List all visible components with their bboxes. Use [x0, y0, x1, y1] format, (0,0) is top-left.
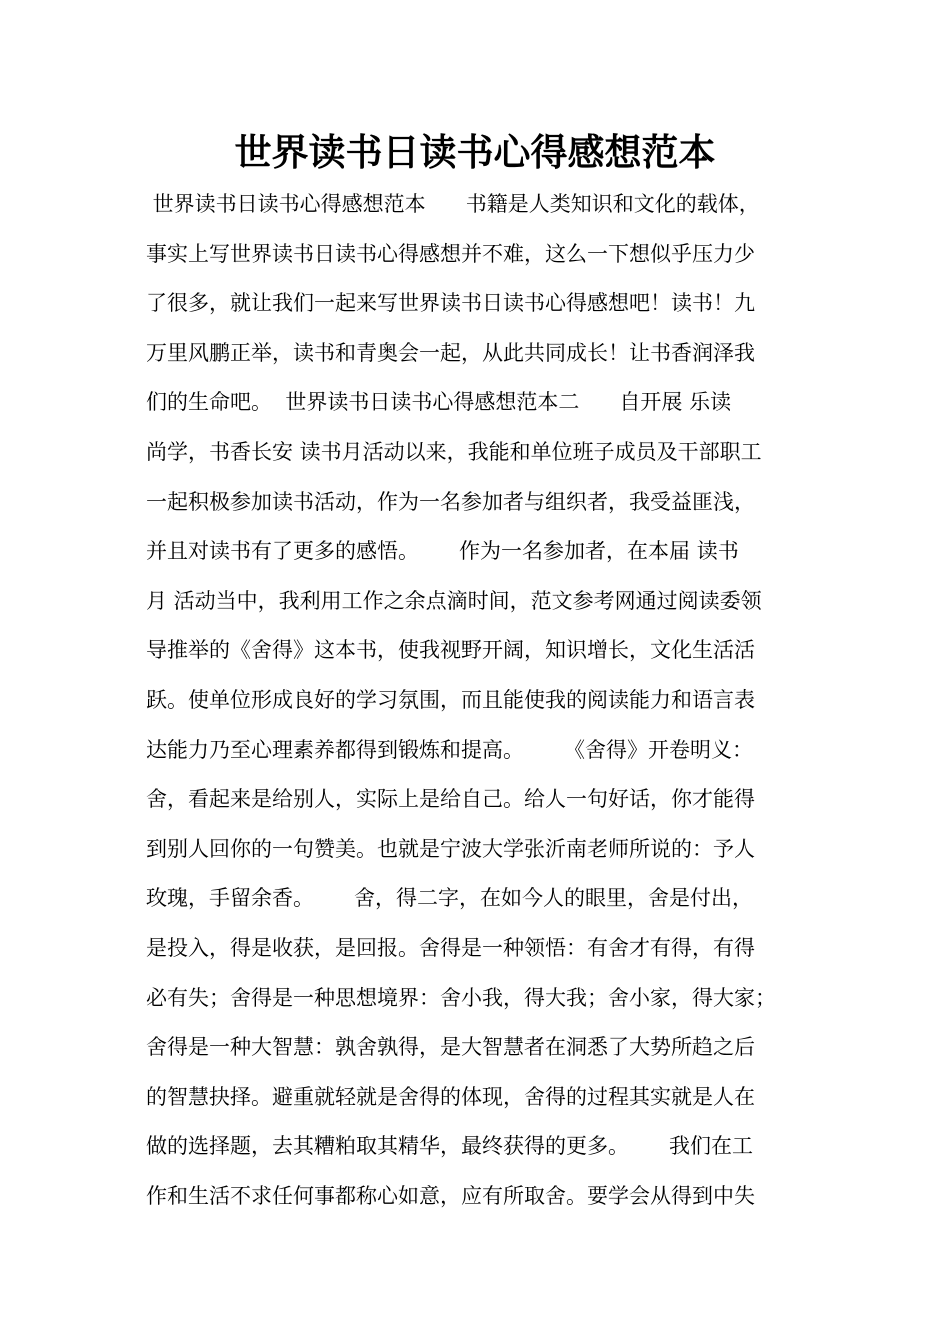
body-line: 玫瑰，手留余香。 舍，得二字，在如今人的眼里，舍是付出， [146, 886, 754, 911]
body-line: 们的生命吧。 世界读书日读书心得感想范本二 自开展 乐读 [146, 390, 732, 415]
body-line: 达能力乃至心理素养都得到锻炼和提高。 《舍得》开卷明义： [146, 737, 754, 762]
document-title: 世界读书日读书心得感想范本 [234, 131, 716, 174]
body-line: 一起积极参加读书活动，作为一名参加者与组织者，我受益匪浅， [146, 489, 755, 514]
body-line: 必有失；舍得是一种思想境界：舍小我，得大我；舍小家，得大家； [146, 985, 776, 1010]
body-line: 做的选择题，去其糟粕取其精华，最终获得的更多。 我们在工 [146, 1134, 754, 1159]
body-line: 月 活动当中，我利用工作之余点滴时间，范文参考网通过阅读委领 [146, 588, 762, 613]
body-line: 导推举的《舍得》这本书，使我视野开阔，知识增长，文化生活活 [146, 638, 755, 663]
body-line: 了很多，就让我们一起来写世界读书日读书心得感想吧！读书！九 [146, 291, 755, 316]
body-line: 尚学，书香长安 读书月活动以来，我能和单位班子成员及干部职工 [146, 439, 762, 464]
body-line: 舍，看起来是给别人，实际上是给自己。给人一句好话，你才能得 [146, 787, 755, 812]
document-body [146, 180, 846, 1221]
body-line: 世界读书日读书心得感想范本 书籍是人类知识和文化的载体， [146, 192, 760, 216]
body-line: 万里风鹏正举，读书和青奥会一起，从此共同成长！让书香润泽我 [146, 340, 755, 365]
body-line: 舍得是一种大智慧：孰舍孰得，是大智慧者在洞悉了大势所趋之后 [146, 1035, 755, 1060]
body-line: 事实上写世界读书日读书心得感想并不难，这么一下想似乎压力少 [146, 241, 755, 266]
body-line: 并且对读书有了更多的感悟。 作为一名参加者，在本届 读书 [146, 539, 739, 564]
body-line: 到别人回你的一句赞美。也就是宁波大学张沂南老师所说的：予人 [146, 836, 755, 861]
body-line: 的智慧抉择。避重就轻就是舍得的体现，舍得的过程其实就是人在 [146, 1084, 755, 1109]
body-line: 跃。使单位形成良好的学习氛围，而且能使我的阅读能力和语言表 [146, 687, 755, 712]
body-line: 作和生活不求任何事都称心如意，应有所取舍。要学会从得到中失 [146, 1183, 755, 1208]
body-line: 是投入，得是收获，是回报。舍得是一种领悟：有舍才有得，有得 [146, 935, 755, 960]
